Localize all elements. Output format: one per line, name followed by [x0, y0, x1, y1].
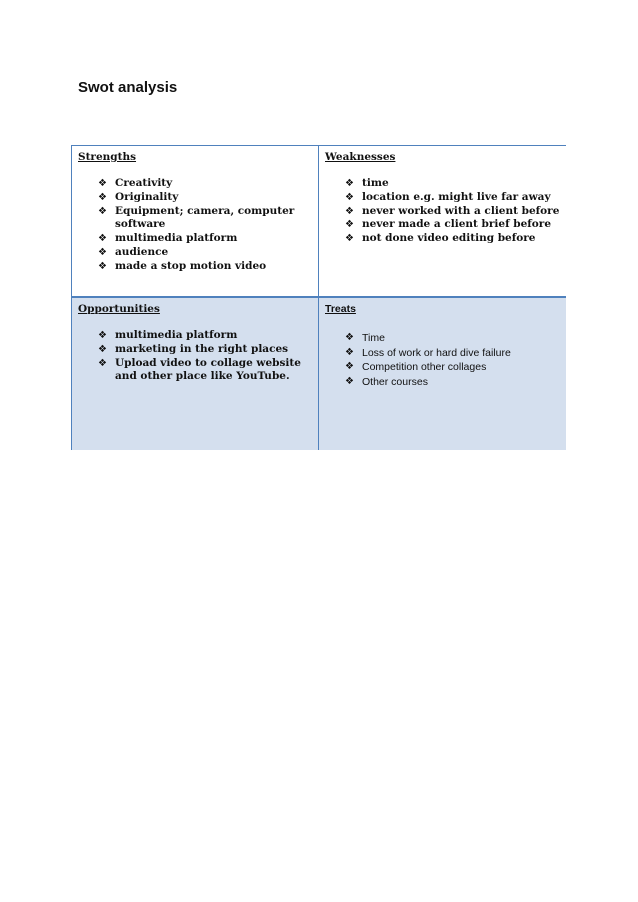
diamond-bullet-icon: ❖	[98, 191, 107, 203]
page-title: Swot analysis	[78, 79, 178, 96]
list-item-text: not done video editing before	[362, 232, 536, 245]
diamond-bullet-icon: ❖	[345, 361, 354, 372]
opportunities-heading: Opportunities	[78, 303, 160, 315]
diamond-bullet-icon: ❖	[345, 219, 354, 231]
list-item	[345, 331, 560, 346]
diamond-bullet-icon: ❖	[98, 178, 107, 189]
list-item-text: time	[362, 177, 389, 189]
strengths-list	[78, 177, 312, 274]
list-item-text: made a stop motion video	[115, 259, 267, 272]
list-item-text: marketing in the right places	[115, 342, 289, 355]
diamond-bullet-icon: ❖	[345, 205, 354, 217]
weaknesses-heading: Weaknesses	[325, 151, 396, 163]
diamond-bullet-icon: ❖	[98, 246, 107, 258]
diamond-bullet-icon: ❖	[345, 332, 354, 343]
list-item-text: Competition other collages	[362, 361, 487, 373]
list-item-text: multimedia platform	[115, 232, 238, 245]
threats-list	[325, 331, 560, 389]
opportunities-list	[78, 329, 312, 384]
diamond-bullet-icon: ❖	[345, 233, 354, 245]
list-item	[345, 360, 560, 375]
list-item	[345, 375, 560, 390]
opportunities-cell	[72, 298, 319, 450]
diamond-bullet-icon: ❖	[345, 178, 354, 189]
strengths-heading: Strengths	[78, 151, 137, 163]
list-item	[98, 177, 312, 191]
list-item-text: Time	[362, 332, 385, 344]
list-item-text: Other courses	[362, 375, 428, 388]
weaknesses-cell	[319, 146, 566, 298]
list-item	[98, 246, 312, 260]
list-item	[98, 329, 312, 343]
list-item-text: audience	[115, 245, 169, 258]
list-item-text: location e.g. might live far away	[362, 190, 551, 203]
threats-heading: Treats	[325, 303, 356, 315]
diamond-bullet-icon: ❖	[98, 330, 107, 341]
list-item	[98, 343, 312, 357]
list-item-text: Originality	[115, 190, 179, 203]
list-item-text: never worked with a client before	[362, 204, 560, 217]
diamond-bullet-icon: ❖	[345, 375, 354, 387]
list-item	[345, 346, 560, 361]
diamond-bullet-icon: ❖	[345, 191, 354, 203]
diamond-bullet-icon: ❖	[98, 343, 107, 355]
strengths-cell	[72, 146, 319, 298]
list-item	[345, 218, 560, 232]
diamond-bullet-icon: ❖	[98, 357, 107, 369]
list-item-text: Loss of work or hard dive failure	[362, 346, 511, 359]
list-item	[345, 205, 560, 219]
list-item	[98, 357, 312, 385]
list-item	[345, 191, 560, 205]
list-item-text: multimedia platform	[115, 329, 238, 341]
list-item	[98, 205, 312, 233]
list-item	[345, 177, 560, 191]
diamond-bullet-icon: ❖	[98, 205, 107, 217]
list-item	[345, 232, 560, 246]
list-item-text: never made a client brief before	[362, 218, 551, 231]
diamond-bullet-icon: ❖	[98, 260, 107, 272]
threats-cell	[319, 298, 566, 450]
list-item-text: Equipment; camera, computer software	[115, 204, 295, 231]
list-item-text: Upload video to collage website and other place like YouTube.	[115, 356, 301, 383]
list-item	[98, 260, 312, 274]
list-item	[98, 191, 312, 205]
swot-table	[71, 145, 566, 450]
diamond-bullet-icon: ❖	[345, 346, 354, 358]
list-item-text: Creativity	[115, 177, 173, 189]
weaknesses-list	[325, 177, 560, 246]
diamond-bullet-icon: ❖	[98, 233, 107, 245]
list-item	[98, 232, 312, 246]
